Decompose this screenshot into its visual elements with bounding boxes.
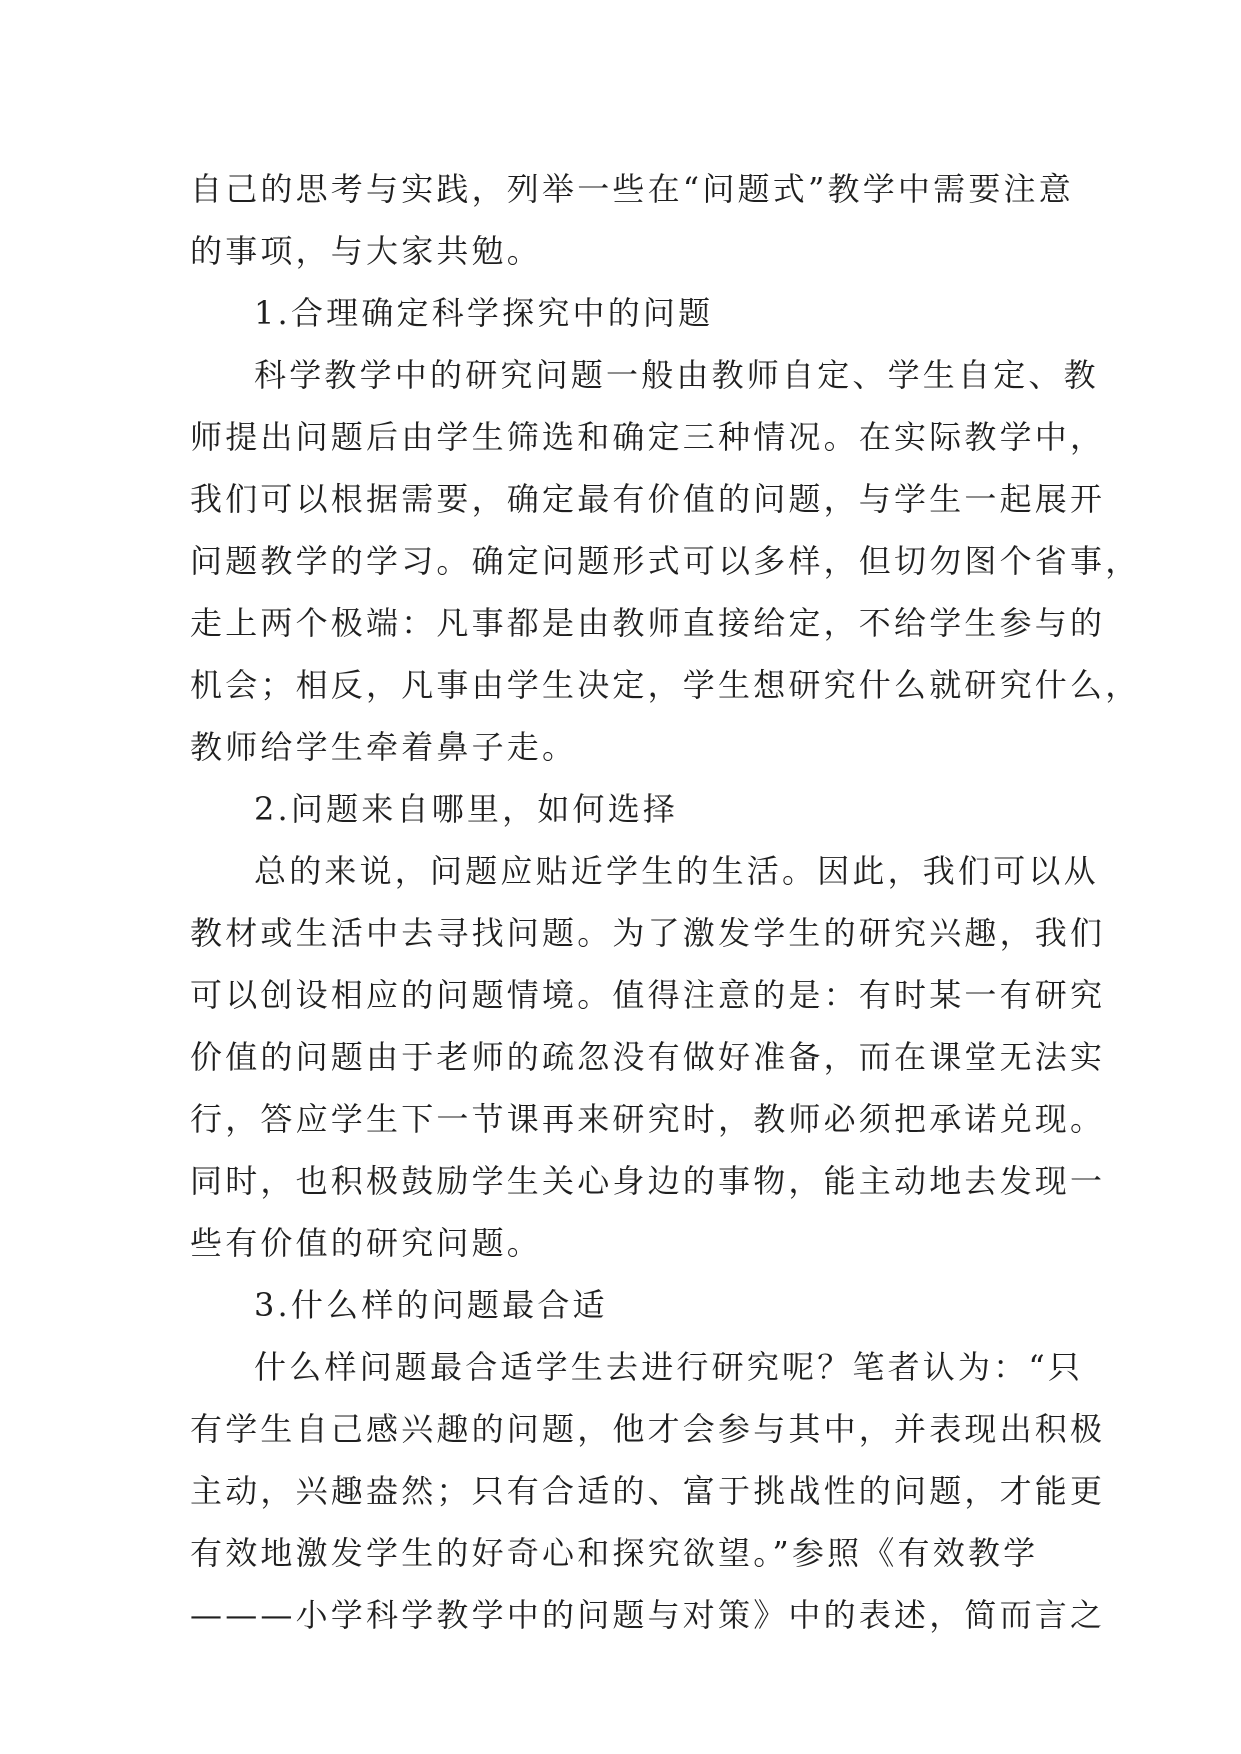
text-line: 教师给学生牵着鼻子走。: [190, 728, 578, 766]
text-line: 走上两个极端：凡事都是由教师直接给定，不给学生参与的: [190, 604, 1106, 642]
text-line: 问题教学的学习。确定问题形式可以多样，但切勿图个省事，: [190, 542, 1141, 580]
section-heading-2: 2.问题来自哪里，如何选择: [254, 790, 679, 828]
text-line: ———小学科学教学中的问题与对策》中的表述，简而言之: [190, 1596, 1106, 1634]
text-line: 的事项，与大家共勉。: [190, 232, 543, 270]
section-heading-3: 3.什么样的问题最合适: [254, 1286, 608, 1324]
text-line: 主动，兴趣盎然；只有合适的、富于挑战性的问题，才能更: [190, 1472, 1106, 1510]
text-line: 自己的思考与实践，列举一些在“问题式”教学中需要注意: [190, 170, 1074, 208]
text-line: 什么样问题最合适学生去进行研究呢？笔者认为：“只: [254, 1348, 1084, 1386]
text-line: 行，答应学生下一节课再来研究时，教师必须把承诺兑现。: [190, 1100, 1106, 1138]
text-line: 有效地激发学生的好奇心和探究欲望。”参照《有效教学: [190, 1534, 1039, 1572]
text-line: 科学教学中的研究问题一般由教师自定、学生自定、教: [254, 356, 1099, 394]
text-line: 我们可以根据需要，确定最有价值的问题，与学生一起展开: [190, 480, 1106, 518]
text-line: 有学生自己感兴趣的问题，他才会参与其中，并表现出积极: [190, 1410, 1106, 1448]
text-line: 总的来说，问题应贴近学生的生活。因此，我们可以从: [254, 852, 1099, 890]
text-line: 价值的问题由于老师的疏忽没有做好准备，而在课堂无法实: [190, 1038, 1106, 1076]
text-line: 教材或生活中去寻找问题。为了激发学生的研究兴趣，我们: [190, 914, 1106, 952]
text-line: 师提出问题后由学生筛选和确定三种情况。在实际教学中，: [190, 418, 1106, 456]
text-line: 同时，也积极鼓励学生关心身边的事物，能主动地去发现一: [190, 1162, 1106, 1200]
text-line: 些有价值的研究问题。: [190, 1224, 543, 1262]
section-heading-1: 1.合理确定科学探究中的问题: [254, 294, 714, 332]
text-line: 机会；相反，凡事由学生决定，学生想研究什么就研究什么，: [190, 666, 1141, 704]
document-body: [190, 158, 1141, 1646]
text-line: 可以创设相应的问题情境。值得注意的是：有时某一有研究: [190, 976, 1106, 1014]
